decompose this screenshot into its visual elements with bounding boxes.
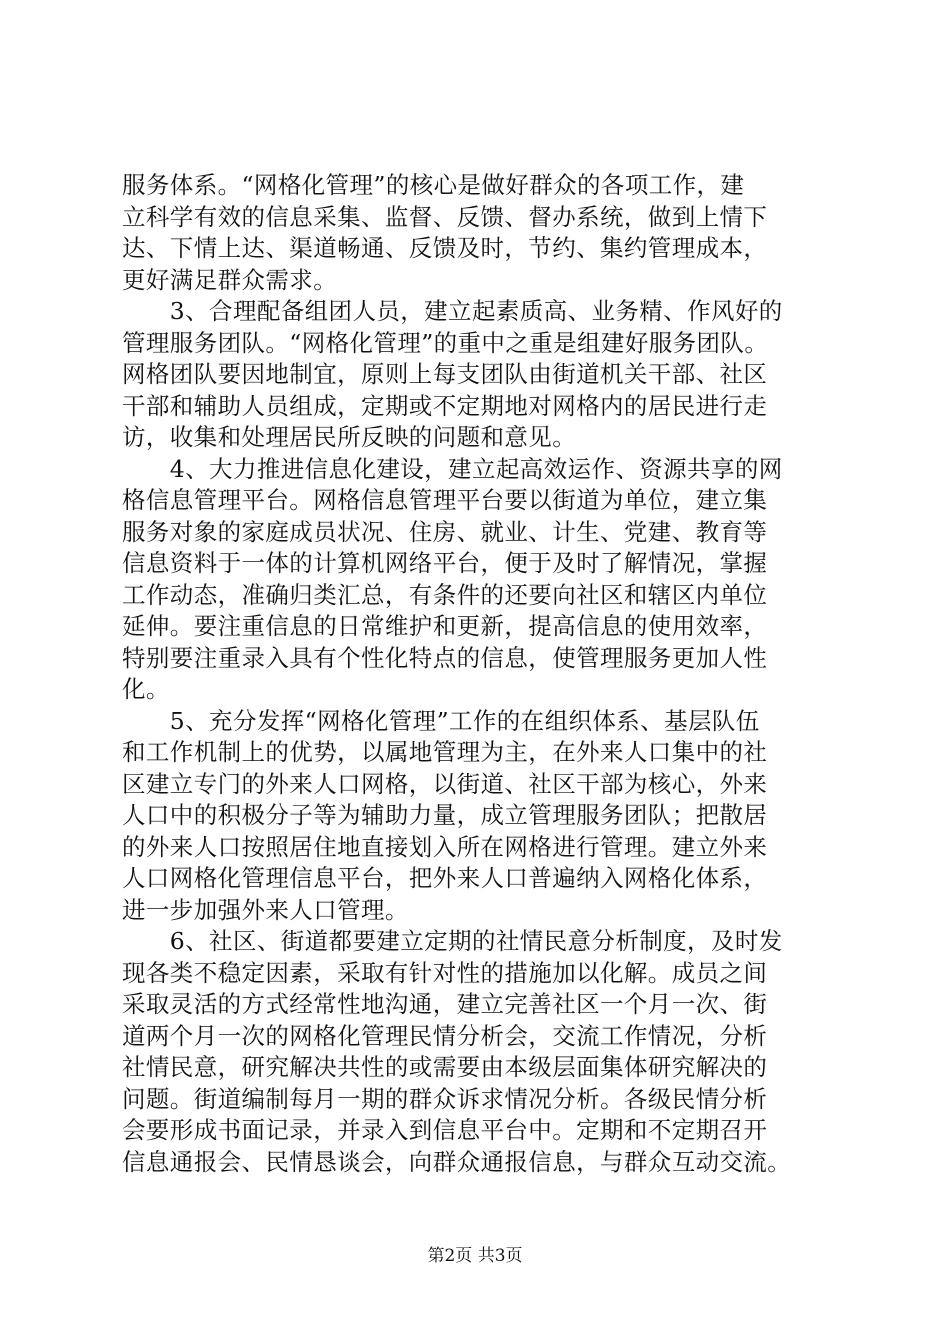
text-line: 网格团队要因地制宜，原则上每支团队由街道机关干部、社区 [122,360,768,388]
text-line: 人口中的积极分子等为辅助力量，成立管理服务团队；把散居 [122,801,768,829]
text-line: 特别要注重录入具有个性化特点的信息，使管理服务更加人性 [122,643,768,672]
text-line: 问题。街道编制每月一期的群众诉求情况分析。各级民情分析 [122,1084,768,1113]
text-line: 干部和辅助人员组成，定期或不定期地对网格内的居民进行走 [122,391,768,420]
text-line: 采取灵活的方式经常性地沟通，建立完善社区一个月一次、街 [122,990,768,1018]
paragraph-3-start: 3、合理配备组团人员，建立起素质高、业务精、作风好的 [122,297,783,325]
text-line: 延伸。要注重信息的日常维护和更新，提高信息的使用效率， [122,612,768,640]
paragraph-6-start: 6、社区、街道都要建立定期的社情民意分析制度，及时发 [122,927,783,955]
text-line: 达、下情上达、渠道畅通、反馈及时，节约、集约管理成本， [122,234,768,262]
text-line: 化。 [122,675,170,703]
text-line: 服务体系。“网格化管理”的核心是做好群众的各项工作，建 [122,171,745,199]
text-line: 更好满足群众需求。 [122,265,338,294]
page-footer [0,1246,950,1266]
text-line: 信息通报会、民情恳谈会，向群众通报信息，与群众互动交流。 [122,1147,792,1176]
text-line: 区建立专门的外来人口网格，以街道、社区干部为核心，外来 [122,769,768,798]
text-line: 工作动态，准确归类汇总，有条件的还要向社区和辖区内单位 [122,580,768,609]
text-line: 信息资料于一体的计算机网络平台，便于及时了解情况，掌握 [122,549,768,577]
text-line: 服务对象的家庭成员状况、住房、就业、计生、党建、教育等 [122,517,768,546]
text-line: 管理服务团队。“网格化管理”的重中之重是组建好服务团队。 [122,328,769,357]
paragraph-5-start: 5、充分发挥“网格化管理”工作的在组织体系、基层队伍 [122,706,760,735]
text-line: 和工作机制上的优势，以属地管理为主，在外来人口集中的社 [122,738,768,766]
text-line: 现各类不稳定因素，采取有针对性的措施加以化解。成员之间 [122,958,768,987]
text-line: 人口网格化管理信息平台，把外来人口普遍纳入网格化体系， [122,864,768,892]
text-line: 立科学有效的信息采集、监督、反馈、督办系统，做到上情下 [122,202,768,231]
text-line: 社情民意，研究解决共性的或需要由本级层面集体研究解决的 [122,1053,768,1081]
text-line: 进一步加强外来人口管理。 [122,895,409,924]
text-line: 会要形成书面记录，并录入到信息平台中。定期和不定期召开 [122,1116,768,1144]
page-number-label: 第2页 共3页 [427,1246,523,1266]
text-line: 道两个月一次的网格化管理民情分析会，交流工作情况，分析 [122,1021,768,1050]
text-line: 格信息管理平台。网格信息管理平台要以街道为单位，建立集 [122,486,768,514]
paragraph-4-start: 4、大力推进信息化建设，建立起高效运作、资源共享的网 [122,454,783,483]
text-line: 的外来人口按照居住地直接划入所在网格进行管理。建立外来 [122,832,768,861]
document-body [122,170,838,1178]
text-line: 访，收集和处理居民所反映的问题和意见。 [122,423,577,451]
